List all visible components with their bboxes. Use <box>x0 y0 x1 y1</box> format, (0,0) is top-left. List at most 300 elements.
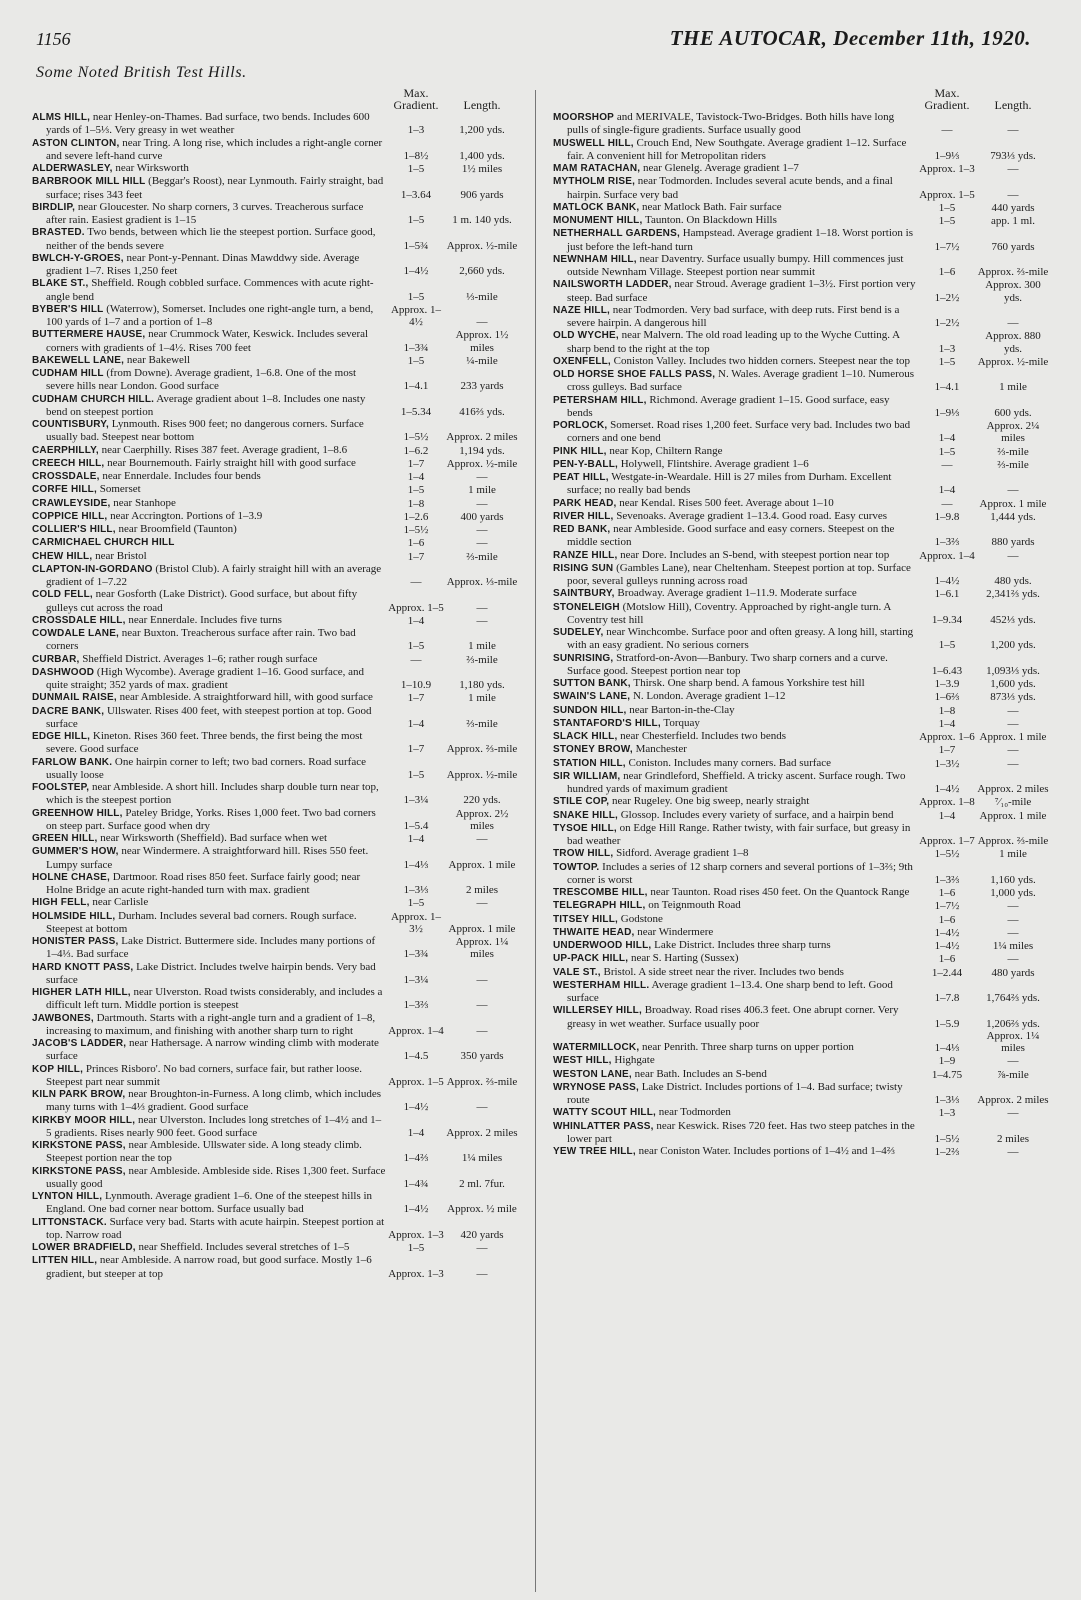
hill-notes: near Wirksworth (Sheffield). Bad surface when wet <box>100 832 328 844</box>
length-header: Length. <box>463 98 501 112</box>
hill-name: CHEW HILL, <box>32 550 93 562</box>
max-gradient: 1–8 <box>938 704 956 717</box>
hill-name: UNDERWOOD HILL, <box>553 940 652 951</box>
hill-description <box>553 419 917 445</box>
right-column <box>553 84 1049 1594</box>
hill-length: 1 mile <box>999 848 1027 861</box>
max-gradient: 1–4 <box>407 717 425 730</box>
hill-notes: Holywell, Flintshire. Average gradient 1–6 <box>620 457 809 470</box>
max-gradient: 1–6⅔ <box>934 691 960 704</box>
hill-name: DUNMAIL RAISE, <box>32 692 117 704</box>
hill-length: 416⅔ yds. <box>459 405 505 418</box>
hill-length: 1 m. 140 yds. <box>452 214 512 226</box>
max-gradient: Approx. 1–4½ <box>390 303 442 328</box>
max-gradient: 1–6 <box>938 953 956 966</box>
hill-entry <box>32 111 518 137</box>
hill-description <box>32 563 386 589</box>
max-gradient: 1–5.4 <box>403 819 429 832</box>
hill-notes: near Daventry. Surface usually bumpy. Hill commences just outside Newnham Village. Steepest portion near summit <box>567 252 904 278</box>
hill-entry <box>553 1145 1049 1158</box>
hill-description <box>32 1063 386 1089</box>
hill-description <box>553 926 917 939</box>
hill-notes: Average gradient 1–13.4. One sharp bend to left. Good surface <box>567 978 893 1004</box>
hill-entry <box>32 252 518 278</box>
hill-length: Approx. 2½ miles <box>455 807 509 832</box>
hill-description <box>32 1139 386 1165</box>
hill-name: PEN-Y-BALL, <box>553 458 618 470</box>
hill-notes: near Broomfield (Taunton) <box>118 523 237 535</box>
hill-name: PORLOCK, <box>553 420 608 431</box>
hill-entry <box>32 691 518 704</box>
hill-name: LOWER BRADFIELD, <box>32 1242 136 1253</box>
hill-notes: Sidford. Average gradient 1–8 <box>616 847 749 860</box>
hill-description <box>32 871 386 897</box>
hill-description <box>32 1114 386 1140</box>
page-header <box>36 26 1031 60</box>
hill-length: — <box>1007 1107 1019 1120</box>
hill-description <box>32 457 386 470</box>
hill-notes: Durham. Includes several bad corners. Rough surface. Steepest at bottom <box>46 909 357 935</box>
hill-description <box>32 536 386 549</box>
hill-entry <box>32 201 518 227</box>
hill-entry <box>32 523 518 536</box>
hill-notes: near Kop, Chiltern Range <box>609 444 723 457</box>
hill-name: CUDHAM HILL <box>32 368 104 379</box>
hill-entry <box>553 847 1049 860</box>
hill-name: KOP HILL, <box>32 1063 84 1075</box>
hill-entry <box>553 952 1049 965</box>
hill-name: FARLOW BANK. <box>32 756 113 768</box>
hill-name: WHINLATTER PASS, <box>553 1120 654 1132</box>
hill-entry <box>32 1139 518 1165</box>
hill-name: LITTEN HILL, <box>32 1255 98 1267</box>
max-gradient: Approx. 1–5 <box>388 1075 444 1088</box>
hill-name: STATION HILL, <box>553 757 626 769</box>
hill-length: — <box>476 497 488 510</box>
hill-name: YEW TREE HILL, <box>553 1146 636 1157</box>
hill-entry <box>553 795 1049 808</box>
hill-name: RED BANK, <box>553 524 611 535</box>
hill-name: BWLCH-Y-GROES, <box>32 252 124 264</box>
hill-description <box>32 226 386 252</box>
hill-notes: near Ambleside. Ullswater side. A long steady climb. Steepest portion near the top <box>46 1139 362 1165</box>
max-gradient: 1–6.2 <box>403 444 429 457</box>
hill-name: NEWNHAM HILL, <box>553 253 637 265</box>
hill-entry <box>553 809 1049 822</box>
hill-length: ⅞-mile <box>997 1068 1029 1081</box>
hill-notes: One hairpin corner to left; two bad corners. Road surface usually loose <box>46 755 366 781</box>
hill-length: 793⅓ yds. <box>990 149 1036 162</box>
hill-entry <box>32 1216 518 1242</box>
hill-name: MAM RATACHAN, <box>553 163 641 174</box>
hill-name: CROSSDALE HILL, <box>32 614 126 626</box>
hill-length: 1,764⅔ yds. <box>986 992 1040 1004</box>
max-gradient: 1–5¾ <box>403 239 429 252</box>
hill-name: CAERPHILLY, <box>32 444 99 456</box>
hill-length: 2 miles <box>465 884 499 896</box>
hill-description <box>32 1254 386 1280</box>
hill-length: Approx. ⅔-mile <box>977 266 1049 278</box>
hill-length: — <box>1007 704 1019 717</box>
hill-notes: near Sheffield. Includes several stretches of 1–5 <box>138 1241 350 1253</box>
hill-length: 1,000 yds. <box>990 887 1036 899</box>
hill-name: TROW HILL, <box>553 848 614 860</box>
max-gradient: 1–5 <box>407 768 425 781</box>
hill-length: Approx. 1 mile <box>448 858 516 871</box>
hill-description <box>553 809 917 822</box>
hill-entry <box>553 523 1049 549</box>
hill-entry <box>32 536 518 549</box>
max-gradient: 1–4 <box>938 717 956 730</box>
hill-entry <box>32 614 518 627</box>
hill-name: RIVER HILL, <box>553 510 614 522</box>
hill-notes: near Stroud. Average gradient 1–3½. First portion very steep. Bad surface <box>567 278 916 304</box>
hill-length: — <box>1007 317 1019 329</box>
hill-entry <box>553 601 1049 627</box>
max-gradient: Approx. 1–7 <box>919 835 975 847</box>
hill-length: 2,341⅔ yds. <box>986 588 1040 601</box>
hill-notes: near Ulverston. Road twists considerably, and includes a difficult left turn. Middle portion is steepest <box>46 986 383 1012</box>
hill-notes: near Grindleford, Sheffield. A tricky ascent. Surface rough. Two hundred yards of maximum gradient <box>567 769 906 795</box>
hill-entry <box>553 137 1049 163</box>
hill-entry <box>32 303 518 329</box>
hill-description <box>553 861 917 887</box>
hill-name: MUSWELL HILL, <box>553 137 634 149</box>
hill-notes: Lynmouth. Average gradient 1–6. One of the steepest hills in England. One bad corner near bottom. Surface usually bad <box>46 1190 373 1216</box>
max-gradient: 1–7 <box>938 744 956 757</box>
hill-notes: Lake District. Includes three sharp turns <box>654 939 831 951</box>
hill-notes: on Edge Hill Range. Rather twisty, with fair surface, but greasy in bad weather <box>567 821 911 847</box>
hill-entry <box>553 677 1049 690</box>
hill-entry <box>32 666 518 692</box>
hill-notes: near Chesterfield. Includes two bends <box>620 730 787 742</box>
hill-name: ALMS HILL, <box>32 112 91 123</box>
hill-description <box>553 201 917 214</box>
hill-entry <box>553 394 1049 420</box>
hill-name: LITTONSTACK. <box>32 1216 107 1228</box>
max-gradient: 1–3 <box>938 342 956 355</box>
max-gradient: 1–6 <box>938 266 956 278</box>
hill-entry <box>553 278 1049 304</box>
max-gradient: 1–7½ <box>934 900 960 913</box>
hill-entry <box>553 445 1049 458</box>
hill-entry <box>32 1088 518 1114</box>
hill-entry <box>32 986 518 1012</box>
hill-name: SUDELEY, <box>553 627 604 638</box>
hill-notes: near Gloucester. No sharp corners, 3 curves. Treacherous surface after rain. Easiest gradient is 1–15 <box>46 200 364 226</box>
hill-description <box>553 743 917 756</box>
hill-length: ⁷⁄₁₀-mile <box>994 796 1032 809</box>
hill-description <box>553 137 917 163</box>
max-gradient: 1–7 <box>407 457 425 470</box>
hill-entry <box>32 367 518 393</box>
max-gradient: 1–5.34 <box>400 405 432 418</box>
hill-entry <box>553 497 1049 510</box>
hill-name: TYSOE HILL, <box>553 822 617 834</box>
max-gradient: 1–4 <box>938 809 956 822</box>
hill-description <box>32 201 386 227</box>
hill-name: PEAT HILL, <box>553 472 609 483</box>
hill-entry <box>553 979 1049 1005</box>
max-gradient: 1–3¾ <box>403 948 429 961</box>
hill-name: KIRKSTONE PASS, <box>32 1140 126 1151</box>
hill-entry <box>553 458 1049 471</box>
hill-name: DASHWOOD <box>32 666 95 678</box>
hill-description <box>553 952 917 965</box>
hill-description <box>32 730 386 756</box>
hill-description <box>32 1088 386 1114</box>
hill-notes: Westgate-in-Weardale. Hill is 27 miles from Durham. Excellent surface; no really bad bends <box>567 471 892 497</box>
hill-notes: near Henley-on-Thames. Bad surface, two bends. Includes 600 yards of 1–5⅓. Very greasy in wet weather <box>46 111 370 137</box>
hill-description <box>553 562 917 588</box>
hill-name: MATLOCK BANK, <box>553 201 640 213</box>
max-gradient: 1–4.1 <box>934 381 960 394</box>
hill-description <box>553 847 917 860</box>
hill-name: TITSEY HILL, <box>553 913 618 925</box>
hill-description <box>32 1190 386 1216</box>
hill-entry <box>553 730 1049 743</box>
hill-notes: Ullswater. Rises 400 feet, with steepest portion at top. Good surface <box>46 704 372 730</box>
hill-length: 1,194 yds. <box>459 444 505 457</box>
hill-name: NAZE HILL, <box>553 304 610 316</box>
page-number: 1156 <box>36 29 71 49</box>
hill-name: HARD KNOTT PASS, <box>32 961 134 973</box>
hill-description <box>32 393 386 419</box>
hill-description <box>32 418 386 444</box>
hill-name: CLAPTON-IN-GORDANO <box>32 563 153 575</box>
hill-length: Approx. 2 miles <box>977 1094 1049 1106</box>
hill-description <box>553 368 917 394</box>
hill-notes: and MERIVALE, Tavistock-Two-Bridges. Both hills have long pulls of single-figure gradients. Surface usually good <box>567 111 895 137</box>
hill-notes: near Kendal. Rises 500 feet. Average about 1–10 <box>619 496 834 509</box>
hill-name: BARBROOK MILL HILL <box>32 176 146 188</box>
max-gradient: 1–5 <box>407 354 425 367</box>
max-gradient: 1–2.6 <box>403 510 429 523</box>
hill-description <box>553 587 917 600</box>
hill-entry <box>32 1063 518 1089</box>
hill-length: — <box>1007 549 1019 562</box>
hill-description <box>32 137 386 163</box>
hill-entry <box>553 304 1049 330</box>
hill-length: — <box>1007 1146 1019 1158</box>
hill-length: — <box>476 1024 488 1037</box>
hill-description <box>553 939 917 952</box>
hill-length: ⅔-mile <box>466 717 498 730</box>
hill-length: 1,200 yds. <box>990 639 1036 652</box>
hill-notes: near Ambleside. A short hill. Includes sharp double turn near top, which is the steepest portion <box>46 781 379 807</box>
hill-description <box>32 354 386 367</box>
hill-length: 350 yards <box>460 1050 504 1063</box>
hill-entry <box>32 730 518 756</box>
max-gradient: 1–2⅔ <box>934 1146 960 1158</box>
hill-entry <box>553 111 1049 137</box>
hill-name: ASTON CLINTON, <box>32 137 120 149</box>
hill-entry <box>32 354 518 367</box>
hill-name: SNAKE HILL, <box>553 809 618 821</box>
hill-description <box>553 899 917 912</box>
max-gradient: 1–9⅓ <box>934 406 960 419</box>
hill-length: 1,600 yds. <box>990 678 1036 690</box>
hill-description <box>553 1068 917 1081</box>
hill-length: Approx. 2 miles <box>446 431 518 444</box>
hill-description <box>553 523 917 549</box>
max-gradient: 1–4 <box>407 833 425 845</box>
hill-name: JACOB'S LADDER, <box>32 1038 127 1049</box>
hill-name: HONISTER PASS, <box>32 936 119 947</box>
hill-description <box>553 757 917 770</box>
hill-name: WILLERSEY HILL, <box>553 1005 642 1017</box>
hill-length: ⅔-mile <box>997 445 1029 458</box>
max-gradient: 1–4⅔ <box>403 1152 429 1165</box>
hill-notes: Dartmouth. Starts with a right-angle turn and a gradient of 1–8, increasing to maximum, and finishing with another sharp turn to right <box>46 1011 376 1037</box>
hill-length: — <box>476 1242 488 1254</box>
hill-entry <box>553 253 1049 279</box>
max-gradient: 1–5½ <box>403 431 429 444</box>
hill-description <box>32 510 386 523</box>
max-gradient: 1–5½ <box>934 1132 960 1145</box>
hill-entry <box>553 162 1049 175</box>
max-gradient: 1–3⅓ <box>403 884 429 896</box>
hill-description <box>553 717 917 730</box>
max-gradient: Approx. 1–8 <box>919 796 975 809</box>
hill-length: Approx. ½-mile <box>977 355 1049 368</box>
hill-entry <box>32 563 518 589</box>
hill-description <box>32 653 386 666</box>
hill-description <box>553 304 917 330</box>
hill-length: 1 mile <box>999 381 1027 394</box>
hill-length: — <box>476 973 488 986</box>
hill-length: Approx. 2 miles <box>977 783 1049 795</box>
hill-name: CURBAR, <box>32 653 80 665</box>
hill-name: CROSSDALE, <box>32 471 100 482</box>
hill-name: HIGH FELL, <box>32 897 90 909</box>
hill-length: 233 yards <box>460 380 504 393</box>
hill-name: BRASTED. <box>32 227 85 239</box>
hill-name: BLAKE ST., <box>32 278 89 290</box>
hill-length: — <box>476 537 488 550</box>
hill-description <box>32 666 386 692</box>
max-gradient: 1–5 <box>407 290 425 303</box>
max-gradient: — <box>941 458 953 471</box>
hill-entry <box>32 393 518 419</box>
hill-entry <box>32 588 518 614</box>
hill-description <box>32 175 386 201</box>
hill-name: KIRKBY MOOR HILL, <box>32 1114 136 1126</box>
hill-notes: Stratford-on-Avon—Banbury. Two sharp corners and a curve. Surface good. Steepest portion near top <box>567 651 888 677</box>
hill-name: CREECH HILL, <box>32 457 105 469</box>
hill-name: STONEY BROW, <box>553 744 633 756</box>
hill-description <box>553 1054 917 1067</box>
max-gradient: 1–5½ <box>934 848 960 861</box>
hill-notes: Princes Risboro'. No bad corners, surface fair, but rather loose. Steepest part near summit <box>46 1062 362 1088</box>
hill-entry <box>32 910 518 936</box>
hill-length: — <box>1007 717 1019 730</box>
hill-length: — <box>476 471 488 483</box>
hill-name: STONELEIGH <box>553 601 620 613</box>
max-gradient: 1–4 <box>407 1126 425 1139</box>
hill-entry <box>553 1004 1049 1030</box>
hill-description <box>553 227 917 253</box>
hill-notes: on Teignmouth Road <box>648 899 741 912</box>
hill-notes: Surface very bad. Starts with acute hairpin. Steepest portion at top. Narrow road <box>46 1215 385 1241</box>
hill-name: PINK HILL, <box>553 445 607 457</box>
hill-name: WEST HILL, <box>553 1055 612 1067</box>
hill-entry <box>32 137 518 163</box>
max-gradient: 1–5 <box>938 639 956 652</box>
hill-description <box>32 845 386 871</box>
hill-notes: (Bristol Club). A fairly straight hill with an average gradient of 1–7.22 <box>46 562 382 588</box>
hill-name: COLD FELL, <box>32 589 93 601</box>
hill-notes: near Windermere <box>637 925 714 938</box>
max-gradient: 1–4.75 <box>931 1068 963 1081</box>
hill-length: Approx. 1 mile <box>979 731 1047 743</box>
hill-entry <box>553 1106 1049 1119</box>
max-gradient: 1–3¼ <box>403 973 429 986</box>
hill-description <box>32 1241 386 1254</box>
hill-notes: Godstone <box>620 912 663 925</box>
hill-notes: Thirsk. One sharp bend. A famous Yorkshire test hill <box>633 677 865 689</box>
max-gradient: 1–4 <box>407 471 425 483</box>
hill-description <box>32 781 386 807</box>
hill-notes: Coniston Valley. Includes two hidden corners. Steepest near the top <box>613 354 910 367</box>
hill-length: — <box>1007 900 1019 913</box>
hill-description <box>32 705 386 731</box>
hill-description <box>553 1106 917 1119</box>
hill-notes: Torquay <box>663 716 700 729</box>
max-gradient: 1–4½ <box>403 1203 429 1216</box>
hill-length: — <box>1007 163 1019 175</box>
hill-name: UP-PACK HILL, <box>553 953 629 965</box>
hill-length: 1 mile <box>468 692 496 705</box>
hill-entry <box>32 1114 518 1140</box>
hill-description <box>32 910 386 936</box>
hill-entry <box>32 162 518 175</box>
hill-length: ¼-mile <box>466 354 498 367</box>
max-gradient: 1–2½ <box>934 317 960 329</box>
hill-notes: near Bakewell <box>126 353 191 366</box>
max-gradient: 1–4½ <box>934 575 960 587</box>
hill-length: 1½ miles <box>461 163 503 175</box>
max-gradient: — <box>410 576 422 588</box>
hill-length: — <box>1007 188 1019 201</box>
column-divider <box>535 90 536 1592</box>
hill-entry <box>32 705 518 731</box>
hill-entry <box>553 690 1049 703</box>
max-gradient: 1–5 <box>938 215 956 227</box>
max-gradient: 1–7 <box>407 743 425 756</box>
hill-description <box>553 445 917 458</box>
hill-description <box>553 1145 917 1158</box>
hill-description <box>553 355 917 368</box>
hill-length: Approx. 1 mile <box>979 809 1047 822</box>
hill-description <box>553 822 917 848</box>
hill-entry <box>553 966 1049 979</box>
hill-length: Approx. 1½ miles <box>455 329 509 354</box>
hill-notes: Average gradient about 1–8. Includes one nasty bend on steepest portion <box>46 392 366 418</box>
hill-notes: near Todmorden <box>658 1106 731 1119</box>
hill-description <box>32 588 386 614</box>
max-gradient: 1–5 <box>407 897 425 910</box>
hill-description <box>32 1216 386 1242</box>
hill-notes: near Glenelg. Average gradient 1–7 <box>642 162 799 174</box>
hill-entry <box>32 418 518 444</box>
hill-notes: near Wirksworth <box>115 162 189 174</box>
hill-description <box>553 730 917 743</box>
hill-length: 2,660 yds. <box>459 265 505 277</box>
hill-description <box>553 497 917 510</box>
hill-entry <box>32 845 518 871</box>
hill-entry <box>553 471 1049 497</box>
